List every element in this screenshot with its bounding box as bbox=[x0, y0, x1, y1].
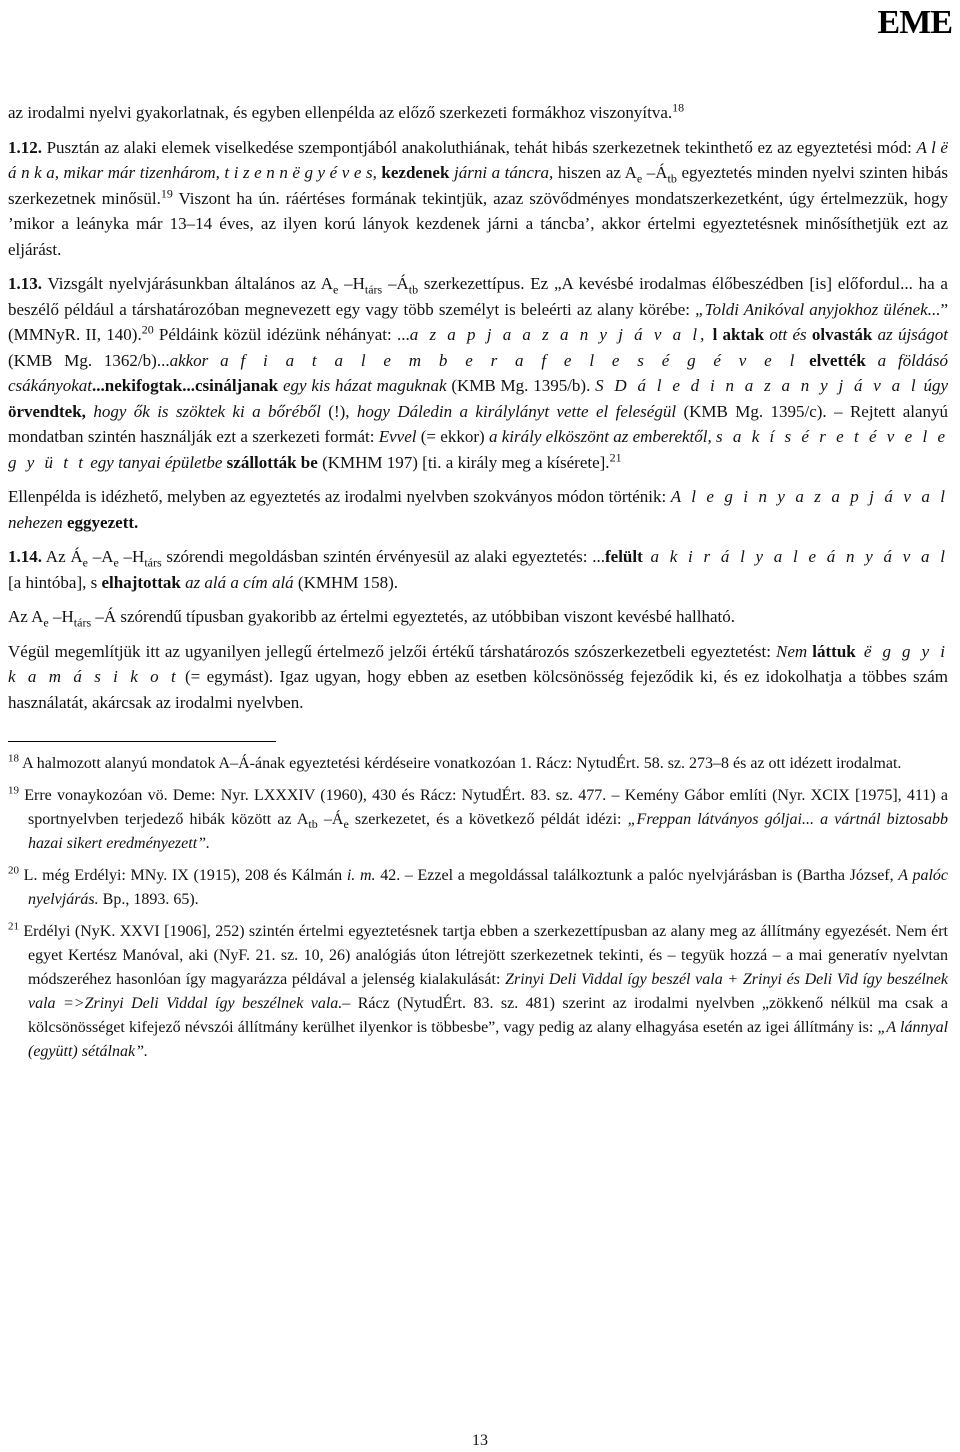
footnote-ref-18[interactable]: 18 bbox=[672, 100, 685, 115]
example-verb: olvasták bbox=[811, 325, 873, 344]
section-number: 1.13. bbox=[8, 274, 42, 293]
text: ” (MMNyR. II, 140). bbox=[8, 299, 948, 344]
subscript: tb bbox=[667, 171, 677, 186]
footnote-number: 18 bbox=[8, 752, 19, 765]
example-text: járni a táncra, bbox=[449, 163, 554, 182]
subscript: e bbox=[43, 615, 49, 630]
example-text: hogy Dáledin a királylányt vette el feleségül bbox=[356, 401, 677, 421]
text: (!), bbox=[320, 401, 357, 421]
text: Vizsgált nyelvjárásunkban általános az A bbox=[42, 274, 333, 293]
spaced-example: A l e g i n y a z a p j á v a l bbox=[670, 487, 948, 506]
text: (KMB Mg. 1362/b)... bbox=[8, 350, 170, 370]
text: (KMHM 197) [ti. a király meg a kísérete]. bbox=[317, 452, 610, 472]
example-verb: ...csináljanak bbox=[182, 376, 279, 395]
text: Ellenpélda is idézhető, melyben az egyeztetés az irodalmi nyelvben szokványos módon történik: bbox=[8, 487, 671, 506]
text: egyeztetés minden nyelvi szinten hibás szerkezetnek minősül. bbox=[8, 163, 948, 208]
example-text: a király elköszönt az emberektől, bbox=[488, 427, 717, 446]
subscript: e bbox=[113, 555, 119, 570]
example-verb: eggyezett. bbox=[67, 512, 139, 532]
spaced-example: a z a p j a a z a n y j á v a l, bbox=[409, 325, 708, 344]
paragraph-1-13 bbox=[8, 271, 948, 475]
example-text: az újságot bbox=[872, 325, 949, 344]
text: az irodalmi nyelvi gyakorlatnak, és egyben ellenpélda az előző szerkezeti formákhoz viszonyítva. bbox=[8, 103, 673, 122]
example-verb: örvendtek, bbox=[8, 401, 86, 421]
text: Az Á bbox=[42, 547, 83, 566]
text: –Á bbox=[382, 274, 409, 293]
text: szórendi megoldásban szintén érvényesül az alaki egyeztetés: ... bbox=[161, 547, 605, 566]
example-verb: elvették bbox=[797, 350, 866, 370]
text: Pusztán az alaki elemek viselkedése szempontjából anakoluthiának, tehát hibás szerkezetnek tekinthető ez az egyeztetési mód: bbox=[42, 137, 917, 157]
footnote-text: Erdélyi (NyK. XXVI [1906], 252) szintén értelmi egyeztetésnek tartja ebben a szerkezettípusban az alany meg az állítmány egyezését. Nem ért egyet Kertész Manóval, aki (NyF. 21. sz. 10, 26) analógiás úton létrejött szerkezetnek tekinti, és – tegyük hozzá – a mai generatív nyelvtan módszeréhez hasonlóan így magyarázza példával a jelenség kialakulását: bbox=[19, 923, 948, 988]
subscript: e bbox=[82, 555, 88, 570]
page-number: 13 bbox=[472, 1432, 488, 1449]
example-verb: szállották be bbox=[226, 452, 318, 472]
footnote-text-italic: i. m. bbox=[346, 867, 376, 884]
footnote-text-italic: Zrinyi Deli Viddal így beszél vala + Zrinyi és Deli Vid így beszélnek vala =>Zrinyi Deli Viddal így beszélnek vala. bbox=[28, 971, 948, 1012]
paragraph-1-14 bbox=[8, 544, 948, 595]
paragraph-1-12 bbox=[8, 135, 948, 263]
spaced-example: a k i r á l y a l e á n y á v a l bbox=[642, 547, 948, 566]
text: –H bbox=[118, 547, 145, 566]
example-text: ott és bbox=[764, 325, 812, 344]
example-text: a földásó csákányokat bbox=[8, 350, 949, 395]
paragraph-word-order bbox=[8, 604, 948, 630]
footnote-text-italic: A palóc nyelvjárás. bbox=[28, 867, 948, 908]
text: (KMB Mg. 1395/b). bbox=[446, 376, 596, 395]
footnote-number: 21 bbox=[8, 920, 19, 933]
footnote-divider bbox=[8, 741, 276, 742]
text: –A bbox=[87, 547, 114, 566]
footnote-21 bbox=[8, 920, 948, 1064]
footnote-text: szerkezetet, és a következő példát idézi: bbox=[348, 811, 628, 828]
paragraph-final bbox=[8, 639, 948, 716]
subscript: tb bbox=[308, 817, 318, 832]
footnote-18 bbox=[8, 752, 948, 776]
example-text: A l ë á n k a, mikar már tizenhárom, t i z e n n ë g y é v e s, bbox=[8, 137, 948, 182]
subscript: tb bbox=[408, 282, 419, 297]
footnote-number: 19 bbox=[8, 784, 19, 797]
example-text: akkor a bbox=[169, 350, 241, 370]
page-body bbox=[8, 100, 948, 1072]
footnote-text: –Á bbox=[317, 811, 344, 828]
example-verb: elhajtottak bbox=[101, 572, 181, 592]
subscript: társ bbox=[364, 282, 383, 297]
footnote-19 bbox=[8, 784, 948, 856]
footnote-ref-19[interactable]: 19 bbox=[160, 185, 173, 200]
section-number: 1.12. bbox=[8, 137, 42, 157]
section-number: 1.14. bbox=[8, 547, 42, 566]
text: Az A bbox=[8, 607, 44, 626]
text: hiszen az A bbox=[553, 163, 637, 182]
footnote-text: 42. – Ezzel a megoldással találkoztunk a palóc nyelvjárásban is (Bartha József, bbox=[375, 867, 899, 884]
example-text: Nem bbox=[776, 641, 808, 661]
footnote-20 bbox=[8, 864, 948, 912]
example-text: egy kis házat maguknak bbox=[278, 376, 447, 395]
footnote-text: Erre vonaykozóan vö. Deme: Nyr. LXXXIV (1960), 430 és Rácz: NytudÉrt. 83. sz. 477. – Kemény Gábor említi (Nyr. XCIX [1975], 411) a sportnyelvben terjedező hibák között az A bbox=[19, 787, 948, 828]
text: (= ekkor) bbox=[416, 427, 489, 446]
text: –Á bbox=[642, 163, 668, 182]
example-text: egy tanyai épületbe bbox=[86, 452, 227, 472]
subscript: e bbox=[343, 817, 349, 832]
example-verb: láttuk bbox=[807, 641, 856, 661]
footnote-text: Bp., 1893. 65). bbox=[98, 891, 199, 908]
text: (KMHM 158). bbox=[293, 572, 399, 592]
footnote-quote: „Freppan látványos góljai... a vártnál biztosabb hazai sikert eredményezett”. bbox=[28, 811, 948, 852]
footnote-ref-20[interactable]: 20 bbox=[141, 322, 154, 337]
subscript: társ bbox=[73, 615, 92, 630]
text: [a hintóba], s bbox=[8, 572, 102, 592]
text: –H bbox=[338, 274, 365, 293]
publisher-logo: EME bbox=[877, 4, 952, 41]
footnote-text: A halmozott alanyú mondatok A–Á-ának egyeztetési kérdéseire vonatkozóan 1. Rácz: NytudÉrt. 58. sz. 273–8 és az ott idézett irodalmat. bbox=[19, 755, 902, 772]
example-text: az alá a cím alá bbox=[180, 572, 294, 592]
text: Végül megemlítjük itt az ugyanilyen jellegű értelmező jelzői értékű társhatározós szószerkezetbeli egyeztetést: bbox=[8, 641, 777, 661]
example-text: nehezen bbox=[8, 512, 68, 532]
subscript: e bbox=[333, 282, 339, 297]
text: Viszont ha ún. ráértéses formának tekintjük, azaz szövődményes mondatszerkezetként, úgy értelmezzük, hogy ’mikor a leányka már 13–14 éves, az ilyen korú lányok kezdenek járni a táncba’, akkor értelmi egyeztetésnek minősíthetjük ezt az eljárást. bbox=[8, 188, 948, 259]
example-verb: l aktak bbox=[707, 325, 765, 344]
subscript: e bbox=[636, 171, 643, 186]
subscript: társ bbox=[144, 555, 162, 570]
example-text: Evvel bbox=[378, 427, 417, 446]
text: –Á szórendű típusban gyakoribb az értelmi egyeztetés, az utóbbiban viszont kevésbé hallható. bbox=[91, 607, 736, 626]
paragraph-counterexample bbox=[8, 484, 948, 535]
example-text: hogy ők is szöktek ki a bőréből bbox=[85, 401, 321, 421]
example-verb: ...nekifogtak bbox=[92, 376, 183, 395]
quote: „Toldi Anikóval anyjokhoz ülének... bbox=[695, 299, 941, 319]
example-verb: felült bbox=[605, 547, 643, 566]
spaced-example: ë g g y i k a m á s i k o t bbox=[8, 641, 948, 686]
spaced-example: f i a t a l e m b e r a f e l e s é g é v e l bbox=[240, 350, 798, 370]
spaced-example: S D á l e d i n a z a n y j á v a l bbox=[595, 376, 919, 395]
footnote-text: L. még Erdélyi: MNy. IX (1915), 208 és Kálmán bbox=[19, 867, 347, 884]
example-text: úgy bbox=[918, 376, 949, 395]
paragraph-continued bbox=[8, 100, 948, 126]
spaced-example: s a k í s é r e t é v e l e g y ü t t bbox=[8, 427, 948, 472]
footnote-ref-21[interactable]: 21 bbox=[609, 449, 622, 464]
text: (= egymást). Igaz ugyan, hogy ebben az esetben kölcsönösség fejeződik ki, és ez idokolhatja a többes szám használatát, akárcsak az irodalmi nyelvben. bbox=[8, 667, 948, 712]
footnote-quote: „A lánnyal (együtt) sétálnak”. bbox=[28, 1019, 949, 1060]
text: szerkezettípus. Ez „A kevésbé irodalmas élőbeszédben [is] előfordul... ha a beszélő például a társhatározóban megnevezett egy vagy több személyt is beleérti az alany körébe: bbox=[8, 274, 948, 319]
footnote-text: – Rácz (NytudÉrt. 83. sz. 481) szerint az irodalmi nyelvben „zökkenő nélkül ma csak a kölcsönösséget kifejező névszói állítmány kerülhet ilyenkor is többesbe”, vagy pedig az alany elhagyása esetén az igei állítmány is: bbox=[28, 995, 948, 1036]
text: –H bbox=[48, 607, 74, 626]
footnote-number: 20 bbox=[8, 864, 19, 877]
text: Példáink közül idézünk néhányat: ... bbox=[153, 325, 410, 344]
example-verb: kezdenek bbox=[381, 163, 450, 182]
text: (KMB Mg. 1395/c). – Rejtett alanyú mondatban szintén használják ezt a szerkezeti formát: bbox=[8, 401, 949, 446]
